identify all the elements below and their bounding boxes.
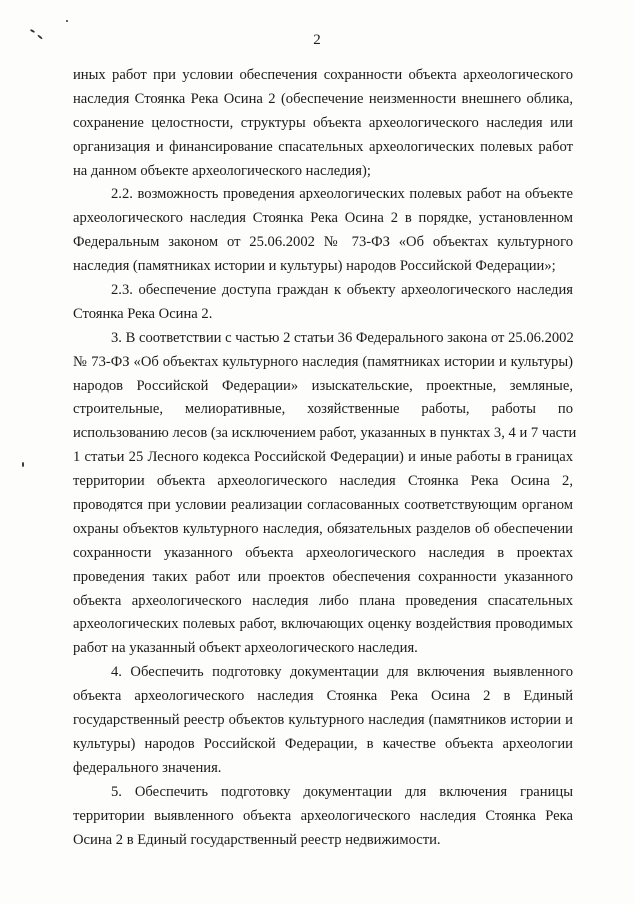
text-line: 2.2. возможность проведения археологических полевых работ на объекте bbox=[111, 186, 573, 203]
text-line: объекта археологического наследия либо плана проведения спасательных bbox=[73, 592, 573, 609]
text-line: федерального значения. bbox=[73, 759, 222, 776]
text-line: иных работ при условии обеспечения сохранности объекта археологического bbox=[73, 67, 573, 83]
text-line: 3. В соответствии с частью 2 статьи 36 Федерального закона от 25.06.2002 bbox=[111, 329, 574, 346]
text-line: наследия Стоянка Река Осина 2 (обеспечение неизменности внешнего облика, bbox=[73, 90, 573, 107]
scan-speck bbox=[66, 20, 68, 22]
page-number: 2 bbox=[313, 32, 321, 48]
text-line: 4. Обеспечить подготовку документации для включения выявленного bbox=[111, 664, 573, 681]
body-text bbox=[73, 64, 577, 852]
text-line: наследия (памятниках истории и культуры) народов Российской Федерации»; bbox=[73, 258, 556, 275]
text-line: сохранение целостности, структуры объекта археологического наследия или bbox=[73, 114, 573, 131]
text-line: государственный реестр объектов культурного наследия (памятников истории и bbox=[73, 712, 573, 729]
text-line: № 73-ФЗ «Об объектах культурного наследия (памятниках истории и культуры) bbox=[73, 353, 573, 370]
text-line: организация и финансирование спасательных археологических полевых работ bbox=[73, 138, 573, 155]
text-line: культуры) народов Российской Федерации, в качестве объекта археологии bbox=[73, 735, 573, 752]
text-line: на данном объекте археологического наследия); bbox=[73, 162, 371, 179]
text-line: 1 статьи 25 Лесного кодекса Российской Федерации) и иные работы в границах bbox=[73, 449, 573, 466]
text-line: археологических полевых работ, включающих оценку воздействия проводимых bbox=[73, 616, 573, 633]
text-line: территории объекта археологического наследия Стоянка Река Осина 2, bbox=[73, 473, 573, 490]
text-line: использованию лесов (за исключением работ, указанных в пунктах 3, 4 и 7 части bbox=[73, 425, 577, 442]
text-line: сохранности указанного объекта археологического наследия в проектах bbox=[73, 544, 573, 561]
text-line: 2.3. обеспечение доступа граждан к объекту археологического наследия bbox=[111, 282, 573, 299]
text-line: 5. Обеспечить подготовку документации для включения границы bbox=[111, 783, 573, 800]
text-line: объекта археологического наследия Стоянка Река Осина 2 в Единый bbox=[73, 688, 573, 705]
text-line: археологического наследия Стоянка Река Осина 2 в порядке, установленном bbox=[73, 210, 573, 227]
scan-speck bbox=[22, 462, 24, 467]
text-line: территории выявленного объекта археологического наследия Стоянка Река bbox=[73, 807, 573, 824]
text-line: проведения таких работ или проектов обеспечения сохранности указанного bbox=[73, 568, 573, 585]
text-line: Федеральным законом от 25.06.2002 № 73-ФЗ «Об объектах культурного bbox=[73, 234, 573, 251]
text-line: Осина 2 в Единый государственный реестр недвижимости. bbox=[73, 831, 441, 848]
text-line: проводятся при условии реализации согласованных соответствующим органом bbox=[73, 497, 573, 514]
text-line: охраны объектов культурного наследия, обязательных разделов об обеспечении bbox=[73, 520, 573, 537]
text-line: народов Российской Федерации» изыскательские, проектные, земляные, bbox=[73, 377, 573, 394]
text-line: строительные, мелиоративные, хозяйственные работы, работы по bbox=[73, 401, 573, 418]
text-line: Стоянка Река Осина 2. bbox=[73, 305, 213, 322]
text-line: работ на указанный объект археологического наследия. bbox=[73, 640, 418, 657]
